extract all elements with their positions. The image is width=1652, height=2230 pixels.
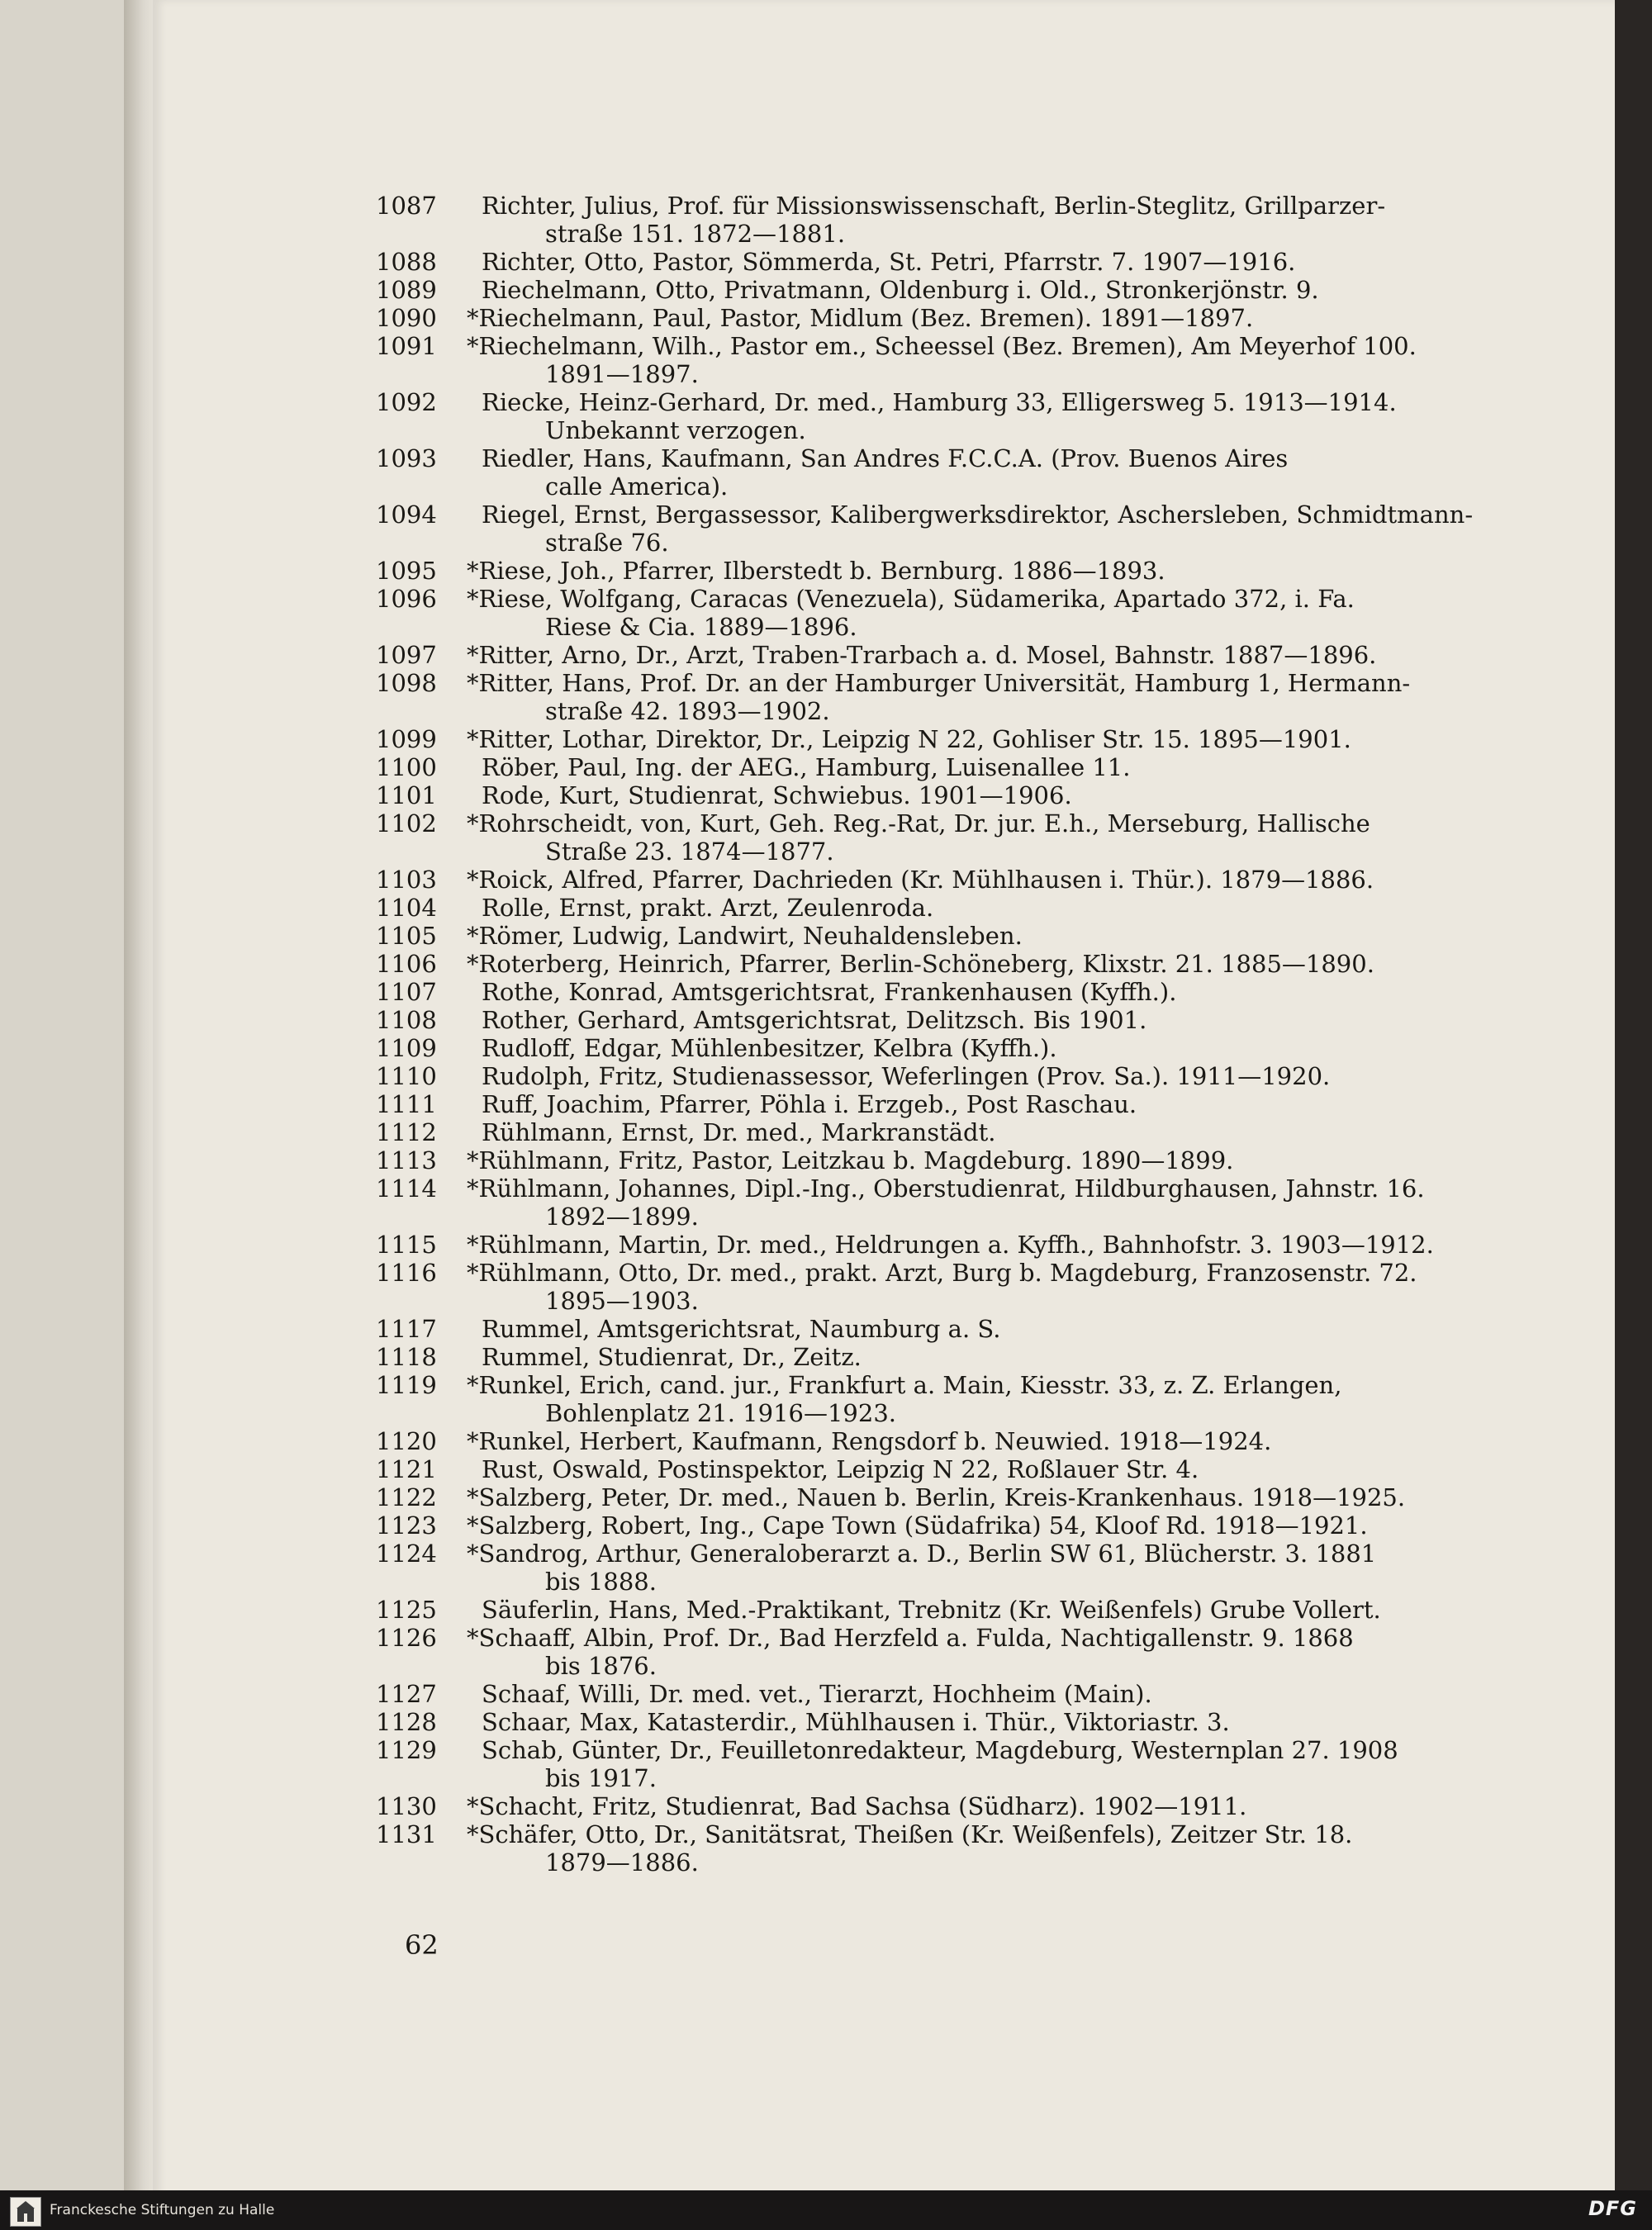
- entry-continuation: bis 1917.: [545, 1764, 657, 1792]
- entry-item: [376, 192, 1491, 248]
- entry-item: [376, 922, 1491, 950]
- entry-text: *Riese, Wolfgang, Caracas (Venezuela), Südamerika, Apartado 372, i. Fa.: [467, 585, 1355, 613]
- entry-text: *Roterberg, Heinrich, Pfarrer, Berlin-Schöneberg, Klixstr. 21. 1885—1890.: [467, 950, 1374, 978]
- entry-number: 1109: [376, 1034, 437, 1062]
- entry-item: [376, 1118, 1491, 1146]
- entry-text: *Salzberg, Robert, Ing., Cape Town (Südafrika) 54, Kloof Rd. 1918—1921.: [467, 1511, 1368, 1540]
- entry-number: 1121: [376, 1455, 437, 1483]
- entry-item: [376, 950, 1491, 978]
- entry-number: 1112: [376, 1118, 437, 1146]
- entry-number: 1115: [376, 1231, 437, 1259]
- entry-item: [376, 1034, 1491, 1062]
- entry-continuation: Bohlenplatz 21. 1916—1923.: [545, 1399, 897, 1427]
- entry-number: 1104: [376, 894, 437, 922]
- entry-item: [376, 444, 1491, 501]
- entry-number: 1097: [376, 641, 437, 669]
- entry-number: 1118: [376, 1343, 437, 1371]
- entry-text: *Schacht, Fritz, Studienrat, Bad Sachsa (Südharz). 1902—1911.: [467, 1792, 1247, 1820]
- entry-text: Rudloff, Edgar, Mühlenbesitzer, Kelbra (Kyffh.).: [482, 1034, 1057, 1062]
- entry-number: 1122: [376, 1483, 437, 1511]
- entry-text: Richter, Julius, Prof. für Missionswissenschaft, Berlin-Steglitz, Grillparzer-: [482, 192, 1386, 220]
- entry-text: Riechelmann, Otto, Privatmann, Oldenburg i. Old., Stronkerjönstr. 9.: [482, 276, 1319, 304]
- entry-item: [376, 1231, 1491, 1259]
- entry-number: 1087: [376, 192, 437, 220]
- entry-text: Rode, Kurt, Studienrat, Schwiebus. 1901—1906.: [482, 781, 1072, 809]
- entry-number: 1119: [376, 1371, 437, 1399]
- entry-text: Säuferlin, Hans, Med.-Praktikant, Trebnitz (Kr. Weißenfels) Grube Vollert.: [482, 1596, 1381, 1624]
- entry-item: [376, 1736, 1491, 1792]
- entry-item: [376, 1483, 1491, 1511]
- entry-text: Riegel, Ernst, Bergassessor, Kalibergwerksdirektor, Aschersleben, Schmidtmann-: [482, 501, 1474, 529]
- entry-number: 1098: [376, 669, 437, 697]
- entry-item: [376, 1090, 1491, 1118]
- entry-number: 1129: [376, 1736, 437, 1764]
- entry-item: [376, 1006, 1491, 1034]
- entry-list: [376, 192, 1491, 1877]
- entry-text: *Riechelmann, Wilh., Pastor em., Scheessel (Bez. Bremen), Am Meyerhof 100.: [467, 332, 1417, 360]
- entry-number: 1096: [376, 585, 437, 613]
- entry-text: Rust, Oswald, Postinspektor, Leipzig N 22, Roßlauer Str. 4.: [482, 1455, 1199, 1483]
- entry-item: [376, 1259, 1491, 1315]
- building-icon: [16, 2200, 36, 2223]
- entry-number: 1103: [376, 866, 437, 894]
- entry-continuation: 1895—1903.: [545, 1287, 699, 1315]
- page-edge: [1615, 0, 1652, 2213]
- entry-text: *Salzberg, Peter, Dr. med., Nauen b. Berlin, Kreis-Krankenhaus. 1918—1925.: [467, 1483, 1406, 1511]
- entry-item: [376, 1455, 1491, 1483]
- entry-item: [376, 1062, 1491, 1090]
- entry-number: 1127: [376, 1680, 437, 1708]
- entry-item: [376, 1596, 1491, 1624]
- entry-item: [376, 248, 1491, 276]
- entry-item: [376, 304, 1491, 332]
- entry-text: *Römer, Ludwig, Landwirt, Neuhaldensleben.: [467, 922, 1023, 950]
- entry-text: *Schäfer, Otto, Dr., Sanitätsrat, Theißen (Kr. Weißenfels), Zeitzer Str. 18.: [467, 1820, 1353, 1848]
- entry-number: 1124: [376, 1540, 437, 1568]
- entry-item: [376, 753, 1491, 781]
- entry-text: Rudolph, Fritz, Studienassessor, Weferlingen (Prov. Sa.). 1911—1920.: [482, 1062, 1331, 1090]
- entry-item: [376, 1371, 1491, 1427]
- entry-item: [376, 1427, 1491, 1455]
- entry-item: [376, 866, 1491, 894]
- entry-item: [376, 669, 1491, 725]
- entry-text: Rother, Gerhard, Amtsgerichtsrat, Delitzsch. Bis 1901.: [482, 1006, 1147, 1034]
- entry-item: [376, 1511, 1491, 1540]
- entry-text: Ruff, Joachim, Pfarrer, Pöhla i. Erzgeb., Post Raschau.: [482, 1090, 1137, 1118]
- entry-continuation: 1879—1886.: [545, 1848, 699, 1877]
- entry-number: 1130: [376, 1792, 437, 1820]
- entry-text: *Ritter, Lothar, Direktor, Dr., Leipzig N 22, Gohliser Str. 15. 1895—1901.: [467, 725, 1351, 753]
- entry-text: *Rühlmann, Martin, Dr. med., Heldrungen a. Kyffh., Bahnhofstr. 3. 1903—1912.: [467, 1231, 1434, 1259]
- entry-number: 1114: [376, 1174, 437, 1203]
- entry-item: [376, 388, 1491, 444]
- entry-number: 1102: [376, 809, 437, 837]
- entry-continuation: straße 151. 1872—1881.: [545, 220, 846, 248]
- entry-item: [376, 1174, 1491, 1231]
- entry-continuation: straße 42. 1893—1902.: [545, 697, 830, 725]
- entry-text: *Roick, Alfred, Pfarrer, Dachrieden (Kr. Mühlhausen i. Thür.). 1879—1886.: [467, 866, 1374, 894]
- entry-number: 1095: [376, 557, 437, 585]
- entry-number: 1113: [376, 1146, 437, 1174]
- entry-number: 1116: [376, 1259, 437, 1287]
- entry-text: *Ritter, Hans, Prof. Dr. an der Hamburger Universität, Hamburg 1, Hermann-: [467, 669, 1411, 697]
- entry-item: [376, 641, 1491, 669]
- entry-item: [376, 894, 1491, 922]
- entry-continuation: bis 1888.: [545, 1568, 657, 1596]
- entry-text: Schaar, Max, Katasterdir., Mühlhausen i. Thür., Viktoriastr. 3.: [482, 1708, 1230, 1736]
- entry-text: Schaaf, Willi, Dr. med. vet., Tierarzt, Hochheim (Main).: [482, 1680, 1152, 1708]
- entry-continuation: Riese & Cia. 1889—1896.: [545, 613, 857, 641]
- entry-text: *Riechelmann, Paul, Pastor, Midlum (Bez. Bremen). 1891—1897.: [467, 304, 1254, 332]
- entry-number: 1131: [376, 1820, 437, 1848]
- entry-number: 1125: [376, 1596, 437, 1624]
- entry-text: Rummel, Studienrat, Dr., Zeitz.: [482, 1343, 862, 1371]
- entry-text: Riedler, Hans, Kaufmann, San Andres F.C.C.A. (Prov. Buenos Aires: [482, 444, 1289, 472]
- entry-text: Riecke, Heinz-Gerhard, Dr. med., Hamburg 33, Elligersweg 5. 1913—1914.: [482, 388, 1397, 416]
- entry-text: *Rühlmann, Otto, Dr. med., prakt. Arzt, Burg b. Magdeburg, Franzosenstr. 72.: [467, 1259, 1417, 1287]
- entry-item: [376, 725, 1491, 753]
- entry-item: [376, 1792, 1491, 1820]
- entry-continuation: Straße 23. 1874—1877.: [545, 837, 834, 866]
- entry-number: 1099: [376, 725, 437, 753]
- entry-continuation: calle America).: [545, 472, 729, 501]
- entry-number: 1126: [376, 1624, 437, 1652]
- entry-text: Schab, Günter, Dr., Feuilletonredakteur, Magdeburg, Westernplan 27. 1908: [482, 1736, 1398, 1764]
- entry-number: 1092: [376, 388, 437, 416]
- entry-number: 1107: [376, 978, 437, 1006]
- entry-text: *Rühlmann, Fritz, Pastor, Leitzkau b. Magdeburg. 1890—1899.: [467, 1146, 1234, 1174]
- book-binding: [124, 0, 157, 2213]
- entry-text: Rühlmann, Ernst, Dr. med., Markranstädt.: [482, 1118, 996, 1146]
- entry-continuation: Unbekannt verzogen.: [545, 416, 806, 444]
- entry-number: 1088: [376, 248, 437, 276]
- entry-text: *Rühlmann, Johannes, Dipl.-Ing., Oberstudienrat, Hildburghausen, Jahnstr. 16.: [467, 1174, 1425, 1203]
- entry-text: *Runkel, Herbert, Kaufmann, Rengsdorf b. Neuwied. 1918—1924.: [467, 1427, 1272, 1455]
- entry-text: Richter, Otto, Pastor, Sömmerda, St. Petri, Pfarrstr. 7. 1907—1916.: [482, 248, 1296, 276]
- entry-text: *Runkel, Erich, cand. jur., Frankfurt a. Main, Kiesstr. 33, z. Z. Erlangen,: [467, 1371, 1342, 1399]
- entry-text: *Ritter, Arno, Dr., Arzt, Traben-Trarbach a. d. Mosel, Bahnstr. 1887—1896.: [467, 641, 1377, 669]
- page-number: 62: [405, 1929, 439, 1961]
- entry-item: [376, 1343, 1491, 1371]
- entry-number: 1108: [376, 1006, 437, 1034]
- entry-number: 1094: [376, 501, 437, 529]
- entry-continuation: bis 1876.: [545, 1652, 657, 1680]
- institution-name: Franckesche Stiftungen zu Halle: [50, 2202, 275, 2218]
- entry-item: [376, 781, 1491, 809]
- entry-number: 1089: [376, 276, 437, 304]
- entry-number: 1128: [376, 1708, 437, 1736]
- institution-logo: [10, 2197, 41, 2227]
- entry-item: [376, 809, 1491, 866]
- entry-item: [376, 1708, 1491, 1736]
- entry-number: 1110: [376, 1062, 437, 1090]
- entry-number: 1101: [376, 781, 437, 809]
- entry-continuation: 1892—1899.: [545, 1203, 699, 1231]
- entry-number: 1123: [376, 1511, 437, 1540]
- entry-item: [376, 978, 1491, 1006]
- entry-item: [376, 1624, 1491, 1680]
- entry-number: 1117: [376, 1315, 437, 1343]
- entry-text: Rothe, Konrad, Amtsgerichtsrat, Frankenhausen (Kyffh.).: [482, 978, 1177, 1006]
- entry-number: 1100: [376, 753, 437, 781]
- entry-item: [376, 1820, 1491, 1877]
- entry-text: Rummel, Amtsgerichtsrat, Naumburg a. S.: [482, 1315, 1001, 1343]
- entry-number: 1120: [376, 1427, 437, 1455]
- entry-item: [376, 1146, 1491, 1174]
- entry-continuation: 1891—1897.: [545, 360, 699, 388]
- entry-number: 1111: [376, 1090, 437, 1118]
- entry-number: 1105: [376, 922, 437, 950]
- entry-item: [376, 332, 1491, 388]
- entry-text: *Schaaff, Albin, Prof. Dr., Bad Herzfeld a. Fulda, Nachtigallenstr. 9. 1868: [467, 1624, 1354, 1652]
- entry-text: *Riese, Joh., Pfarrer, Ilberstedt b. Bernburg. 1886—1893.: [467, 557, 1165, 585]
- entry-item: [376, 276, 1491, 304]
- entry-text: Röber, Paul, Ing. der AEG., Hamburg, Luisenallee 11.: [482, 753, 1131, 781]
- entry-number: 1093: [376, 444, 437, 472]
- entry-item: [376, 585, 1491, 641]
- entry-item: [376, 1315, 1491, 1343]
- entry-number: 1106: [376, 950, 437, 978]
- entry-item: [376, 557, 1491, 585]
- entry-number: 1090: [376, 304, 437, 332]
- entry-text: *Sandrog, Arthur, Generaloberarzt a. D., Berlin SW 61, Blücherstr. 3. 1881: [467, 1540, 1377, 1568]
- entry-continuation: straße 76.: [545, 529, 669, 557]
- funder-logo: DFG: [1588, 2197, 1637, 2220]
- entry-text: *Rohrscheidt, von, Kurt, Geh. Reg.-Rat, Dr. jur. E.h., Merseburg, Hallische: [467, 809, 1370, 837]
- footer-bar: [0, 2190, 1652, 2230]
- entry-text: Rolle, Ernst, prakt. Arzt, Zeulenroda.: [482, 894, 934, 922]
- entry-item: [376, 1680, 1491, 1708]
- entry-item: [376, 1540, 1491, 1596]
- entry-item: [376, 501, 1491, 557]
- entry-number: 1091: [376, 332, 437, 360]
